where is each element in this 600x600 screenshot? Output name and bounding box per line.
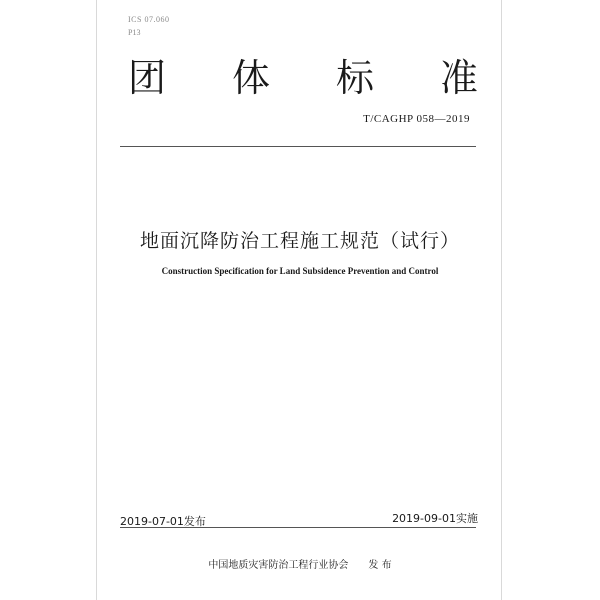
standard-type-char: 体 [231, 56, 270, 100]
standard-type-heading [128, 56, 478, 100]
standard-type-char: 标 [335, 56, 374, 100]
ccs-code: P13 [128, 28, 141, 37]
issue-date: 2019-07-01发布 [120, 515, 206, 528]
footer-divider [120, 527, 476, 528]
publisher-name: 中国地质灾害防治工程行业协会 [208, 560, 349, 571]
implementation-date: 2019-09-01实施 [392, 512, 478, 525]
publisher-line [0, 556, 600, 571]
header-divider [120, 146, 476, 147]
standard-type-char: 准 [439, 56, 478, 100]
document-title-english: Construction Specification for Land Subsidence Prevention and Control [161, 266, 439, 276]
publish-action: 发 布 [368, 560, 392, 571]
standard-type-char: 团 [128, 56, 167, 100]
ics-code: ICS 07.060 [128, 15, 170, 24]
document-title-chinese: 地面沉降防治工程施工规范（试行） [139, 230, 460, 252]
standard-number: T/CAGHP 058—2019 [363, 113, 470, 125]
